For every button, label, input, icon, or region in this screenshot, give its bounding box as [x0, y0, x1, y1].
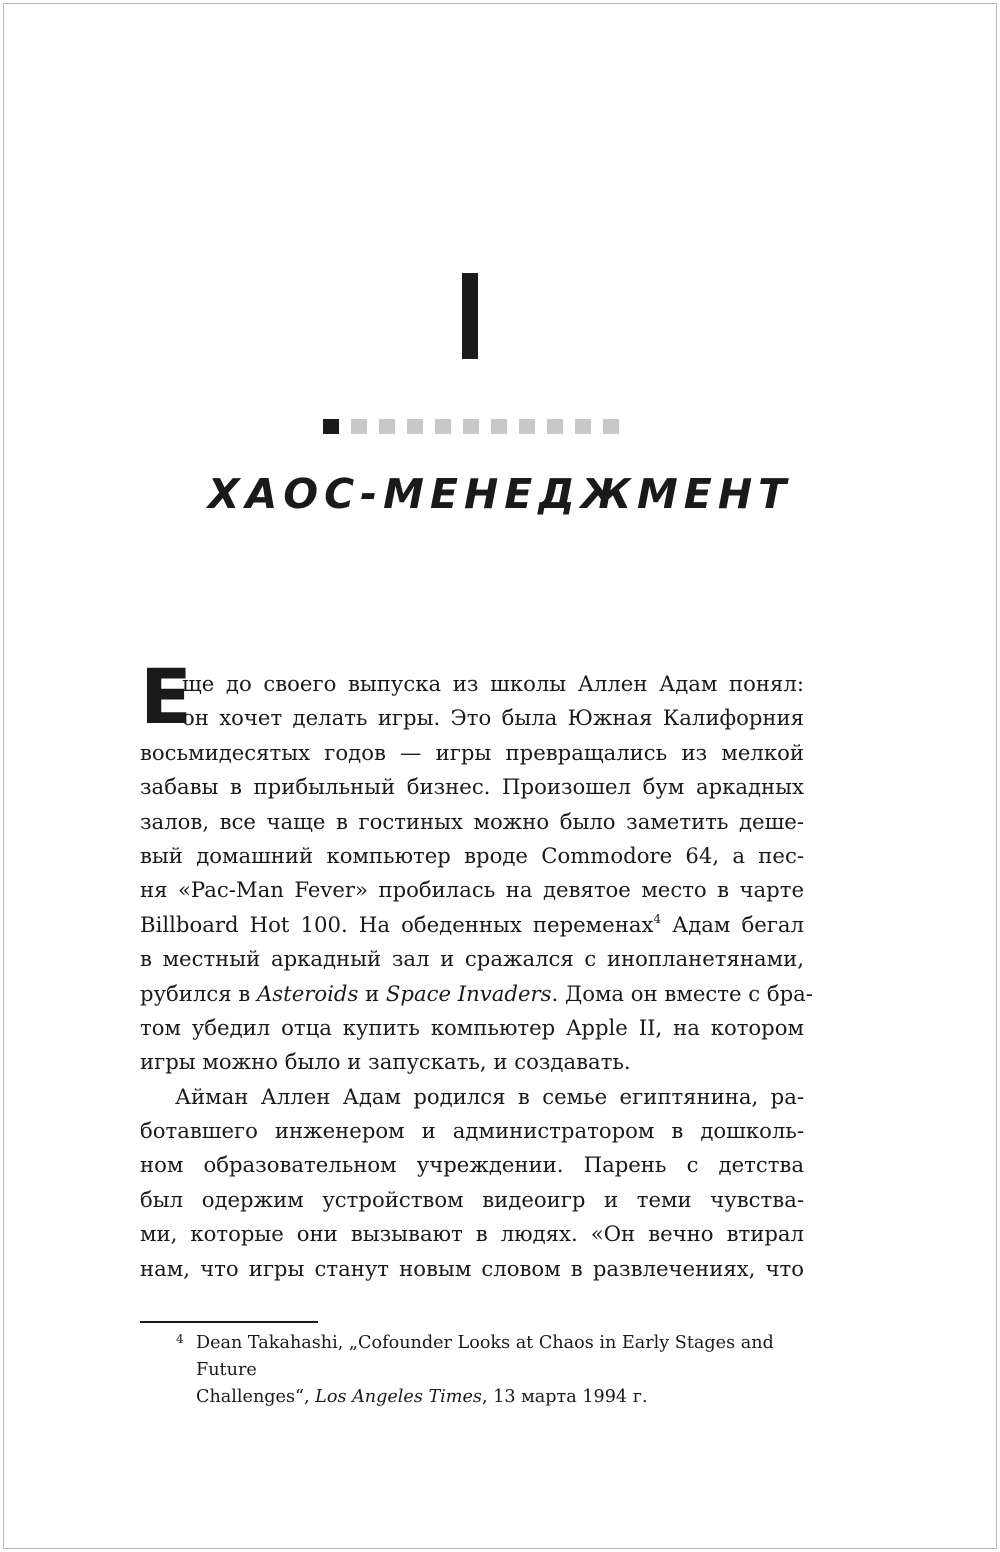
footnote	[140, 1330, 804, 1411]
square-grey	[435, 419, 451, 434]
text-line: игры можно было и запускать, и создавать.	[140, 1049, 631, 1075]
text-line: ми, которые они вызывают в людях. «Он вечно втирал	[140, 1221, 804, 1247]
text-line: ще до своего выпуска из школы Аллен Адам понял:	[182, 671, 804, 696]
text-line: был одержим устройством видеоигр и теми чувства-	[140, 1186, 804, 1212]
chapter-title: ХАОС-МЕНЕДЖМЕНТ	[207, 470, 793, 518]
square-grey	[407, 419, 423, 434]
text-fragment: рубился в	[140, 980, 257, 1006]
square-dark	[323, 419, 339, 434]
game-title: Asteroids	[257, 980, 359, 1006]
text-fragment: , 13 марта 1994 г.	[481, 1387, 648, 1407]
text-line	[140, 977, 813, 1011]
publication-title: Los Angeles Times	[315, 1387, 482, 1407]
square-grey	[351, 419, 367, 434]
text-line: вый домашний компьютер вроде Commodore 64, а пес-	[140, 842, 804, 868]
drop-cap: Е	[140, 652, 192, 741]
text-fragment: Адам бегал	[661, 911, 804, 937]
square-grey	[575, 419, 591, 434]
footnote-line: Dean Takahashi, „Cofounder Looks at Chaos in Early Stages and Future	[196, 1333, 774, 1380]
text-line: ном образовательном учреждении. Парень с детства	[140, 1152, 804, 1178]
square-grey	[379, 419, 395, 434]
decorative-squares	[323, 419, 619, 434]
square-grey	[491, 419, 507, 434]
body-text	[140, 652, 813, 1286]
text-fragment: Billboard Hot 100. На обеденных переменах	[140, 911, 654, 937]
square-grey	[463, 419, 479, 434]
text-line: Айман Аллен Адам родился в семье египтянина, ра-	[175, 1083, 804, 1109]
text-fragment: и	[358, 980, 386, 1006]
text-line: нам, что игры станут новым словом в развлечениях, что	[140, 1255, 804, 1281]
footnote-divider	[140, 1321, 318, 1323]
text-line: ботавшего инженером и администратором в дошколь-	[140, 1118, 804, 1144]
text-line: восьмидесятых годов — игры превращались из мелкой	[140, 739, 804, 765]
text-line: ня «Pac-Man Fever» пробилась на девятое место в чарте	[140, 877, 804, 903]
square-grey	[519, 419, 535, 434]
text-line: в местный аркадный зал и сражался с инопланетянами,	[140, 946, 804, 972]
text-fragment: . Дома он вместе с бра-	[551, 980, 813, 1006]
square-grey	[547, 419, 563, 434]
text-line: залов, все чаще в гостиных можно было заметить деше-	[140, 808, 804, 834]
square-grey	[603, 419, 619, 434]
game-title: Space Invaders	[385, 980, 552, 1006]
text-line: забавы в прибыльный бизнес. Произошел бум аркадных	[140, 774, 804, 800]
text-fragment: Challenges“,	[196, 1387, 316, 1407]
footnote-marker: 4	[176, 1332, 184, 1346]
footnote-ref[interactable]: 4	[653, 911, 662, 926]
part-numeral-I	[462, 273, 478, 359]
footnote-line	[140, 1384, 804, 1411]
text-line: том убедил отца купить компьютер Apple II, на котором	[140, 1014, 804, 1040]
text-line: он хочет делать игры. Это была Южная Калифорния	[182, 705, 804, 731]
text-line	[140, 908, 804, 942]
